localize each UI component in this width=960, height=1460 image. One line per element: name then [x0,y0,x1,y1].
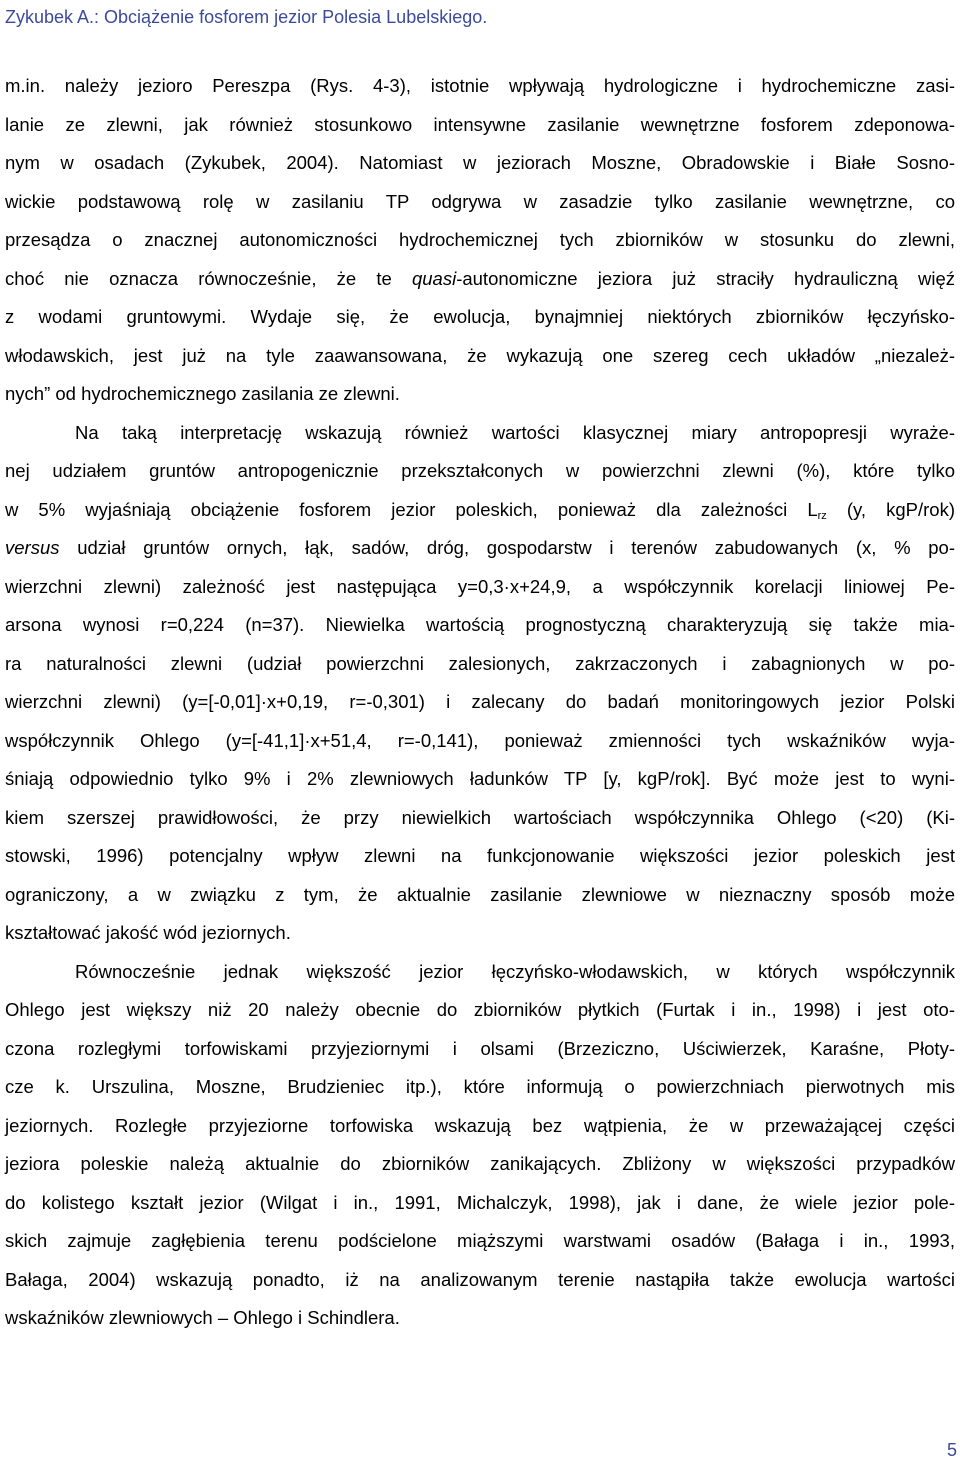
text-line: arsona wynosi r=0,224 (n=37). Niewielka wartością prognostyczną charakteryzują się także mia- [5,614,955,635]
text-line: Ohlego jest większy niż 20 należy obecnie do zbiorników płytkich (Furtak i in., 1998) i jest oto- [5,999,955,1020]
text-line: czona rozległymi torfowiskami przyjeziornymi i olsami (Brzeziczno, Uściwierzek, Karaśne, Płoty- [5,1037,955,1059]
text-run: -autonomiczne jeziora już straciły hydrauliczną więź [456,267,955,289]
text-line: nej udziałem gruntów antropogenicznie przekształconych w powierzchni zlewni (%), które tylko [5,460,955,481]
text-run: (y, kgP/rok) [826,498,955,520]
text-line: jeziornych. Rozległe przyjeziorne torfowiska wskazują bez wątpienia, że w przeważającej części [5,1114,955,1136]
text-line: jeziora poleskie należą aktualnie do zbiorników zanikających. Zbliżony w większości przypadków [5,1153,955,1174]
text-line: z wodami gruntowymi. Wydaje się, że ewolucja, bynajmniej niektórych zbiorników łęczyńsko- [5,306,955,327]
text-line: nych” od hydrochemicznego zasilania ze zlewni. [5,383,400,404]
text-line: wskaźników zlewniowych – Ohlego i Schindlera. [5,1307,400,1328]
text-run: udział gruntów ornych, łąk, sadów, dróg, gospodarstw i terenów zabudowanych (x, % po- [59,537,955,558]
text-line: ograniczony, a w związku z tym, że aktualnie zasilanie zlewniowe w nieznaczny sposób może [5,883,955,905]
text-line: wierzchni zlewni) zależność jest następująca y=0,3·x+24,9, a współczynnik korelacji liniowej Pe- [5,575,955,597]
text-line: do kolistego kształt jezior (Wilgat i in., 1991, Michalczyk, 1998), jak i dane, że wiele jezior pole- [5,1191,955,1213]
text-line [5,260,955,299]
running-header: Zykubek A.: Obciążenie fosforem jezior Polesia Lubelskiego. [5,7,488,27]
italic-term: quasi [411,267,457,289]
text-line [5,529,955,568]
text-line: ra naturalności zlewni (udział powierzchni zalesionych, zakrzaczonych i zabagnionych w po- [5,652,955,674]
italic-term: versus [5,537,60,558]
text-line: włodawskich, jest już na tyle zaawansowana, że wykazują one szereg cech układów „niezależ- [5,344,955,366]
paragraph [5,953,955,1338]
text-line: lanie ze zlewni, jak również stosunkowo intensywne zasilanie wewnętrzne fosforem zdeponowa- [5,113,955,135]
text-line: nym w osadach (Zykubek, 2004). Natomiast w jeziorach Moszne, Obradowskie i Białe Sosno- [5,152,955,173]
text-run: w 5% wyjaśniają obciążenie fosforem jezior poleskich, ponieważ dla zależności L [5,498,818,520]
text-line: skich zajmuje zagłębienia terenu podścielone miąższymi warstwami osadów (Bałaga i in., 1993, [5,1230,955,1251]
text-line: cze k. Urszulina, Moszne, Brudzieniec itp.), które informują o powierzchniach pierwotnych mis [5,1076,955,1097]
text-line: Bałaga, 2004) wskazują ponadto, iż na analizowanym terenie nastąpiła także ewolucja wartości [5,1268,955,1290]
page-number: 5 [946,1440,957,1460]
text-line: Równocześnie jednak większość jezior łęczyńsko-włodawskich, w których współczynnik [75,960,955,982]
text-line: m.in. należy jezioro Pereszpa (Rys. 4-3), istotnie wpływają hydrologiczne i hydrochemiczne zasi- [5,75,955,96]
paragraph [5,414,955,953]
text-line [5,491,955,530]
text-line: kształtować jakość wód jeziornych. [5,922,291,943]
document-body [5,67,955,1338]
paragraph [5,67,955,414]
text-line: współczynnik Ohlego (y=[-41,1]·x+51,4, r=-0,141), ponieważ zmienności tych wskaźników wyja- [5,729,955,751]
text-line: kiem szerszej prawidłowości, że przy niewielkich wartościach współczynnika Ohlego (<20) (Ki- [5,806,955,828]
text-line: wierzchni zlewni) (y=[-0,01]·x+0,19, r=-0,301) i zalecany do badań monitoringowych jezior Polski [5,691,955,712]
text-line: śniają odpowiednio tylko 9% i 2% zlewniowych ładunków TP [y, kgP/rok]. Być może jest to wyni- [5,768,955,789]
text-line: wickie podstawową rolę w zasilaniu TP odgrywa w zasadzie tylko zasilanie wewnętrzne, co [5,190,955,212]
text-run: choć nie oznacza równocześnie, że te [5,267,412,289]
subscript: rz [817,509,827,522]
text-line: stowski, 1996) potencjalny wpływ zlewni na funkcjonowanie większości jezior poleskich jest [5,845,955,866]
text-line: przesądza o znacznej autonomiczności hydrochemicznej tych zbiorników w stosunku do zlewni, [5,229,955,250]
text-line: Na taką interpretację wskazują również wartości klasycznej miary antropopresji wyraże- [75,421,955,443]
